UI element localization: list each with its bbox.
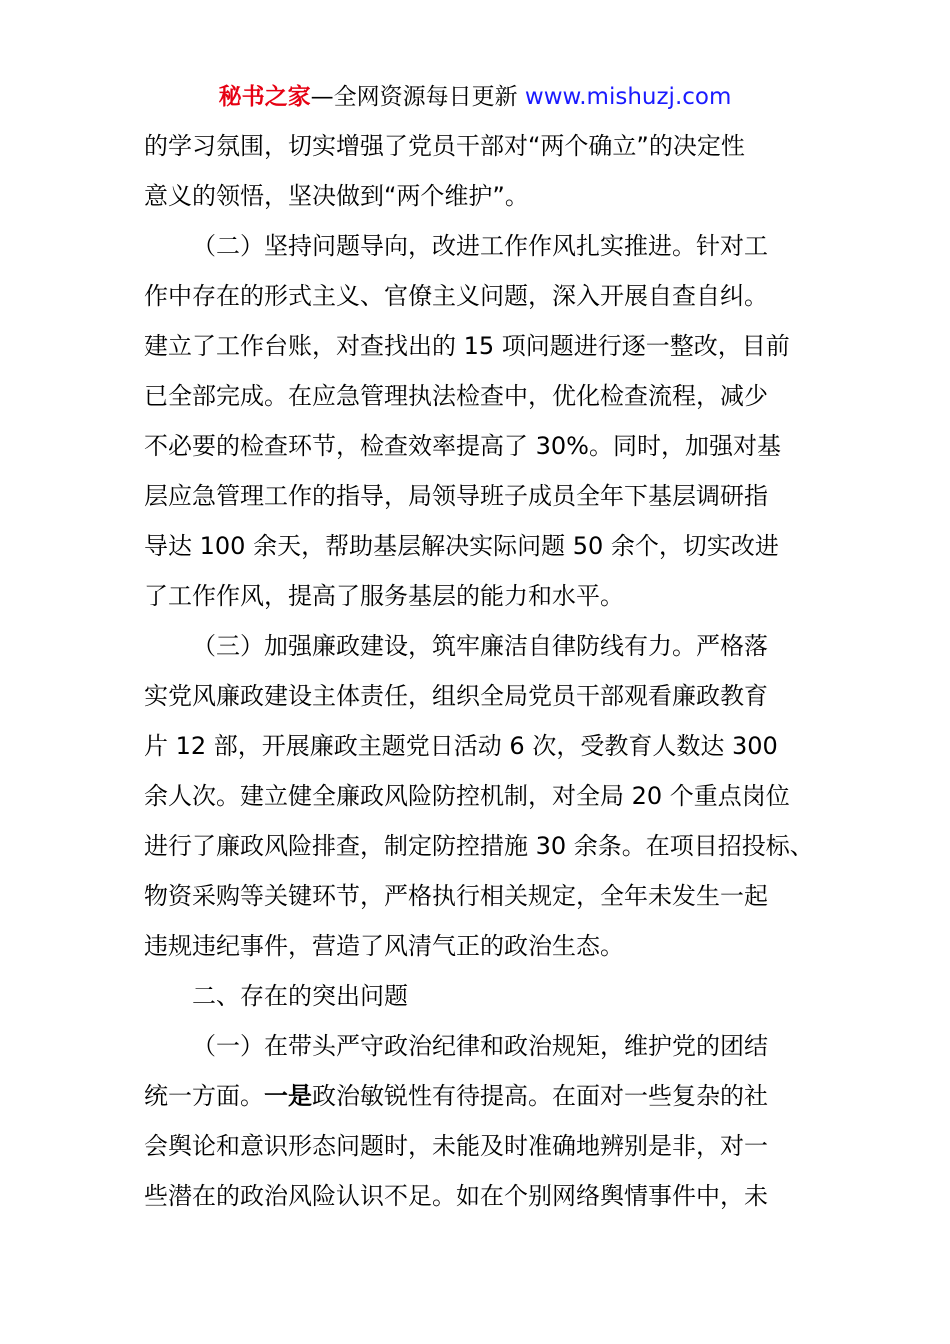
text-segment: 政治敏锐性有待提高。在面对一些复杂的社	[312, 1082, 768, 1110]
text-line: 会舆论和意识形态问题时，未能及时准确地辨别是非，对一	[144, 1132, 768, 1160]
header-tagline: —全网资源每日更新	[310, 84, 525, 110]
text-line: （一）在带头严守政治纪律和政治规矩，维护党的团结	[192, 1032, 768, 1060]
brand-name: 秘书之家	[218, 84, 311, 110]
text-line: 导达 100 余天，帮助基层解决实际问题 50 余个，切实改进	[144, 532, 779, 560]
text-line: 物资采购等关键环节，严格执行相关规定，全年未发生一起	[144, 882, 768, 910]
emphasis-label: 一是	[264, 1082, 312, 1110]
text-line: 意义的领悟，坚决做到“两个维护”。	[144, 182, 529, 210]
document-body	[144, 121, 824, 1221]
text-line: 不必要的检查环节，检查效率提高了 30%。同时，加强对基	[144, 432, 781, 460]
text-line: 的学习氛围，切实增强了党员干部对“两个确立”的决定性	[144, 132, 745, 160]
text-line: 违规违纪事件，营造了风清气正的政治生态。	[144, 932, 624, 960]
text-line: 余人次。建立健全廉政风险防控机制，对全局 20 个重点岗位	[144, 782, 790, 810]
site-url-link[interactable]: www.mishuzj.com	[524, 84, 732, 110]
text-line	[144, 1071, 824, 1121]
text-line: 片 12 部，开展廉政主题党日活动 6 次，受教育人数达 300	[144, 732, 778, 760]
text-line: 些潜在的政治风险认识不足。如在个别网络舆情事件中，未	[144, 1182, 768, 1210]
text-line: 层应急管理工作的指导，局领导班子成员全年下基层调研指	[144, 482, 768, 510]
text-line: 进行了廉政风险排查，制定防控措施 30 余条。在项目招投标、	[144, 832, 814, 860]
text-line: （二）坚持问题导向，改进工作作风扎实推进。针对工	[192, 232, 768, 260]
text-segment: 统一方面。	[144, 1082, 264, 1110]
section-heading: 二、存在的突出问题	[192, 982, 408, 1010]
site-header	[0, 80, 950, 114]
text-line: 作中存在的形式主义、官僚主义问题，深入开展自查自纠。	[144, 282, 768, 310]
text-line: 了工作作风，提高了服务基层的能力和水平。	[144, 582, 624, 610]
text-line: 实党风廉政建设主体责任，组织全局党员干部观看廉政教育	[144, 682, 768, 710]
text-line: （三）加强廉政建设，筑牢廉洁自律防线有力。严格落	[192, 632, 768, 660]
text-line: 已全部完成。在应急管理执法检查中，优化检查流程，减少	[144, 382, 768, 410]
text-line: 建立了工作台账，对查找出的 15 项问题进行逐一整改，目前	[144, 332, 790, 360]
